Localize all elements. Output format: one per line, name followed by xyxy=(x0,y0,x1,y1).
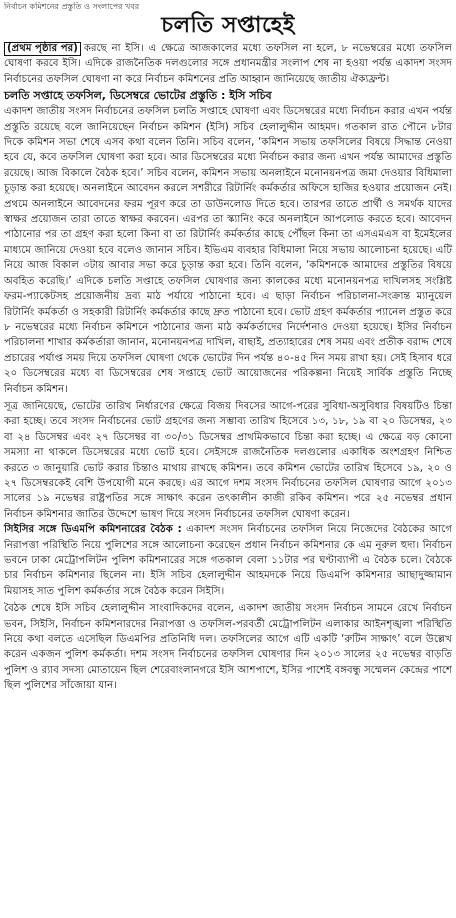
subheading-schedule: চলতি সপ্তাহে তফসিল, ডিসেম্বরে ভোটের প্রস্তুতি : ইসি সচিব xyxy=(4,89,272,103)
body-paragraph-3 xyxy=(4,522,452,599)
intro-paragraph xyxy=(4,41,452,87)
intro-text: করছে না ইসি। এ ক্ষেত্রে আজকালের মধ্যে তফসিল না হলে, ৮ নভেম্বরের মধ্যে তফসিল ঘোষণা করবে ইসি। এদিকে রাজনৈতিক দলগুলোর সঙ্গে প্রধানমন্ত্রীর সংলাপ শেষ না হওয়া পর্যন্ত একাদশ সংসদ নির্বাচনের তফসিল ঘোষণা না করে নির্বাচন কমিশনের প্রতি আহ্বান জানিয়েছে জাতীয় ঐক্যফ্রন্ট। xyxy=(4,43,452,85)
article-headline: চলতি সপ্তাহেই xyxy=(161,12,295,38)
body-paragraph-4: বৈঠক শেষে ইসি সচিব হেলালুদ্দীন সাংবাদিকদের বলেন, একাদশ জাতীয় সংসদ নির্বাচন সামনে রেখে নির্বাচন ভবন, সিইসি, নির্বাচন কমিশনারদের নিরাপত্তা ও তফসিল-পরবর্তী মেট্রোপলিটন এলাকার আইনশৃঙ্খলা পরিস্থিতি নিয়ে কথা বলতে এসেছিল ডিএমপির প্রতিনিধি দল। তফসিলের আগে এটি একটি ‘রুটিন সাক্ষাৎ’ বলে উল্লেখ করেন একজন পুলিশ কর্মকর্তা। দশম সংসদ নির্বাচনের তফসিল ঘোষণার দিন ২০১৩ সালের ২৫ নভেম্বর বাড়তি পুলিশ ও র‌্যাব সদস্য মোতায়েন ছিল শেরেবাংলানগরে ইসি আশপাশে, ইসির পাশেই বঙ্গবন্ধু সম্মেলন কেন্দ্রের পাশে ছিল পুলিশের সাঁজোয়া যান। xyxy=(4,603,452,692)
body-paragraph-3-text: একাদশ সংসদ নির্বাচনের তফসিল নিয়ে নিজেদের বৈঠকের আগে নিরাপত্তা পরিস্থিতি নিয়ে পুলিশের সঙ্গে আলোচনা করেছেন প্রধান নির্বাচন কমিশনার কে এম নূরুল হুদা। নির্বাচন ভবনে ঢাকা মেট্রোপলিটন পুলিশ কমিশনারের সঙ্গে গতকাল বেলা ১১টার পর ঘণ্টাব্যাপী এ বৈঠক চলে। বৈঠকে চার নির্বাচন কমিশনার ছিলেন না। ইসি সচিব হেলালুদ্দীন আহমদকে নিয়ে ডিএমপি কমিশনার আছাদুজ্জামান মিয়াসহ সাত পুলিশ কর্মকর্তার সঙ্গে বৈঠক করেন সিইসি। xyxy=(4,524,452,597)
continuation-label: (প্রথম পৃষ্ঠার পর) xyxy=(4,42,81,56)
body-paragraph-1: একাদশ জাতীয় সংসদ নির্বাচনের তফসিল চলতি সপ্তাহে ঘোষণা এবং ডিসেম্বরের মধ্যে নির্বাচন করার এখন পর্যন্ত প্রস্তুতি রয়েছে বলে জানিয়েছেন নির্বাচন কমিশন (ইসি) সচিব হেলালুদ্দীন আহমদ। গতকাল রাত পৌনে ৮টার দিকে কমিশন সভা শেষে এসব কথা বলেন তিনি। সচিব বলেন, ‘কমিশন সভায় তফসিলের বিষয়ে সিদ্ধান্ত নেওয়া হবে যে, কবে তফসিল ঘোষণা করা হবে। আর ডিসেম্বরের মধ্যে নির্বাচন করার জন্য এখন পর্যন্ত আমাদের প্রস্তুতি রয়েছে। আজ বিকালে বৈঠক হবে।’ সচিব বলেন, কমিশন সভায় অনলাইনে মনোনয়নপত্র জমা দেওয়ার বিধিমালা চূড়ান্ত করা হয়েছে। অনলাইনে আবেদন করলে সশরীরে রিটার্নিং কর্মকর্তার অফিসে হাজির হওয়ার প্রয়োজন নেই। প্রথমে অনলাইনে আবেদনের ফরম পূরণ করে তা ডাউনলোড দিতে হবে। তারপর তাতে প্রার্থী ও সমর্থক যাদের স্বাক্ষর প্রয়োজন তারা তাতে স্বাক্ষর করবেন। এরপর তা স্ক্যানিং করে অনলাইনে আপলোড করতে হবে। আবেদন পাঠানোর পর তা গ্রহণ করা হলো কিনা বা তা রিটার্নিং কর্মকর্তার কাছে পৌঁছল কিনা তা এসএমএস বা ইমেইলের মাধ্যমে জানিয়ে দেওয়া হবে বলেও জানান সচিব। ইভিএম ব্যবহার বিধিমালা নিয়ে সভায় আলোচনা হয়েছে। এটি নিয়ে আজ বিকাল ৩টায় আবার সভা করে চূড়ান্ত করা হবে। তিনি বলেন, ‘কমিশনকে আমাদের প্রস্তুতির বিষয়ে অবহিত করেছি।’ এদিকে চলতি সপ্তাহে তফসিল ঘোষণার জন্য কালকের মধ্যে মনোনয়নপত্র দাখিলসহ সংশ্লিষ্ট ফরম-প্যাকেটসহ প্রয়োজনীয় দ্রব্য মাঠ পর্যায়ে পাঠানো হবে। এ ছাড়া নির্বাচন পরিচালনা-সংক্রান্ত ম্যানুয়েল রিটার্নিং কর্মকর্তা ও সহকারী রিটার্নিং কর্মকর্তার কাছে দ্রুত পাঠানো হবে। ভোট গ্রহণ কর্মকর্তার প্যানেল প্রস্তুত করে ৮ নভেম্বরের মধ্যে নির্বাচন কমিশনে পাঠানোর জন্য মাঠ কর্মকর্তাদের নির্দেশনাও দেওয়া হয়েছে। ইসির নির্বাচন পরিচালনা শাখার কর্মকর্তারা জানান, মনোনয়নপত্র দাখিল, বাছাই, প্রত্যাহারের শেষ সময় এবং প্রতীক বরাদ্দ শেষে প্রচারের পর্যাপ্ত সময় দিয়ে তফসিল ঘোষণা থেকে ভোটের দিন পর্যন্ত ৪০-৪৫ দিন সময় রাখা হয়। সেই হিসাব ধরে ২০ ডিসেম্বরের মধ্যে বা ডিসেম্বরের শেষ সপ্তাহে ভোট আয়োজনের পরিকল্পনা নিয়েই সার্বিক প্রস্তুতি নিচ্ছে নির্বাচন কমিশন। xyxy=(4,106,452,395)
subheading-dmp-meeting: সিইসির সঙ্গে ডিএমপি কমিশনারের বৈঠক : xyxy=(4,524,182,536)
body-paragraph-2: সূত্র জানিয়েছে, ভোটের তারিখ নির্ধারণের ক্ষেত্রে বিজয় দিবসের আগে-পরের সুবিধা-অসুবিধার বিষয়টিও চিন্তা করা হচ্ছে। তবে সংসদ নির্বাচনের ভোট গ্রহণের জন্য সম্ভাব্য তারিখ হিসেবে ১৩, ১৮, ১৯ বা ২০ ডিসেম্বর, ২৩ বা ২৪ ডিসেম্বর এবং ২৭ ডিসেম্বর বা ৩০/৩১ ডিসেম্বর প্রাথমিকভাবে চিন্তা করা হচ্ছে। এ ক্ষেত্রে বড় কোনো সমস্যা না থাকলে ডিসেম্বরের মধ্যে ভোট হবে। সেইসঙ্গে রাজনৈতিক দলগুলোর একাধিক অংশগ্রহণ নিশ্চিত করতে ৩ জানুয়ারি ভোট করার চিন্তাও মাথায় রাখছে কমিশন। তবে কমিশন ভোটের তারিখ হিসেবে ১৯, ২০ ও ২৭ ডিসেম্বরকেই বেশি উপযোগী মনে করছে। এর আগে দশম সংসদ নির্বাচনের তফসিল ঘোষণার আগে ২০১৩ সালের ১৯ নভেম্বর রাষ্ট্রপতির সঙ্গে সাক্ষাৎ করেন তৎকালীন কাজী রকিব কমিশন। পরে ২৫ নভেম্বর প্রধান নির্বাচন কমিশনার জাতির উদ্দেশে ভাষণ দিয়ে সংসদ নির্বাচনের তফসিল ঘোষণা করেন। xyxy=(4,400,452,520)
page-top-strip: নির্বাচন কমিশনের প্রস্তুতি ও সংলাপের খবর xyxy=(4,2,140,11)
